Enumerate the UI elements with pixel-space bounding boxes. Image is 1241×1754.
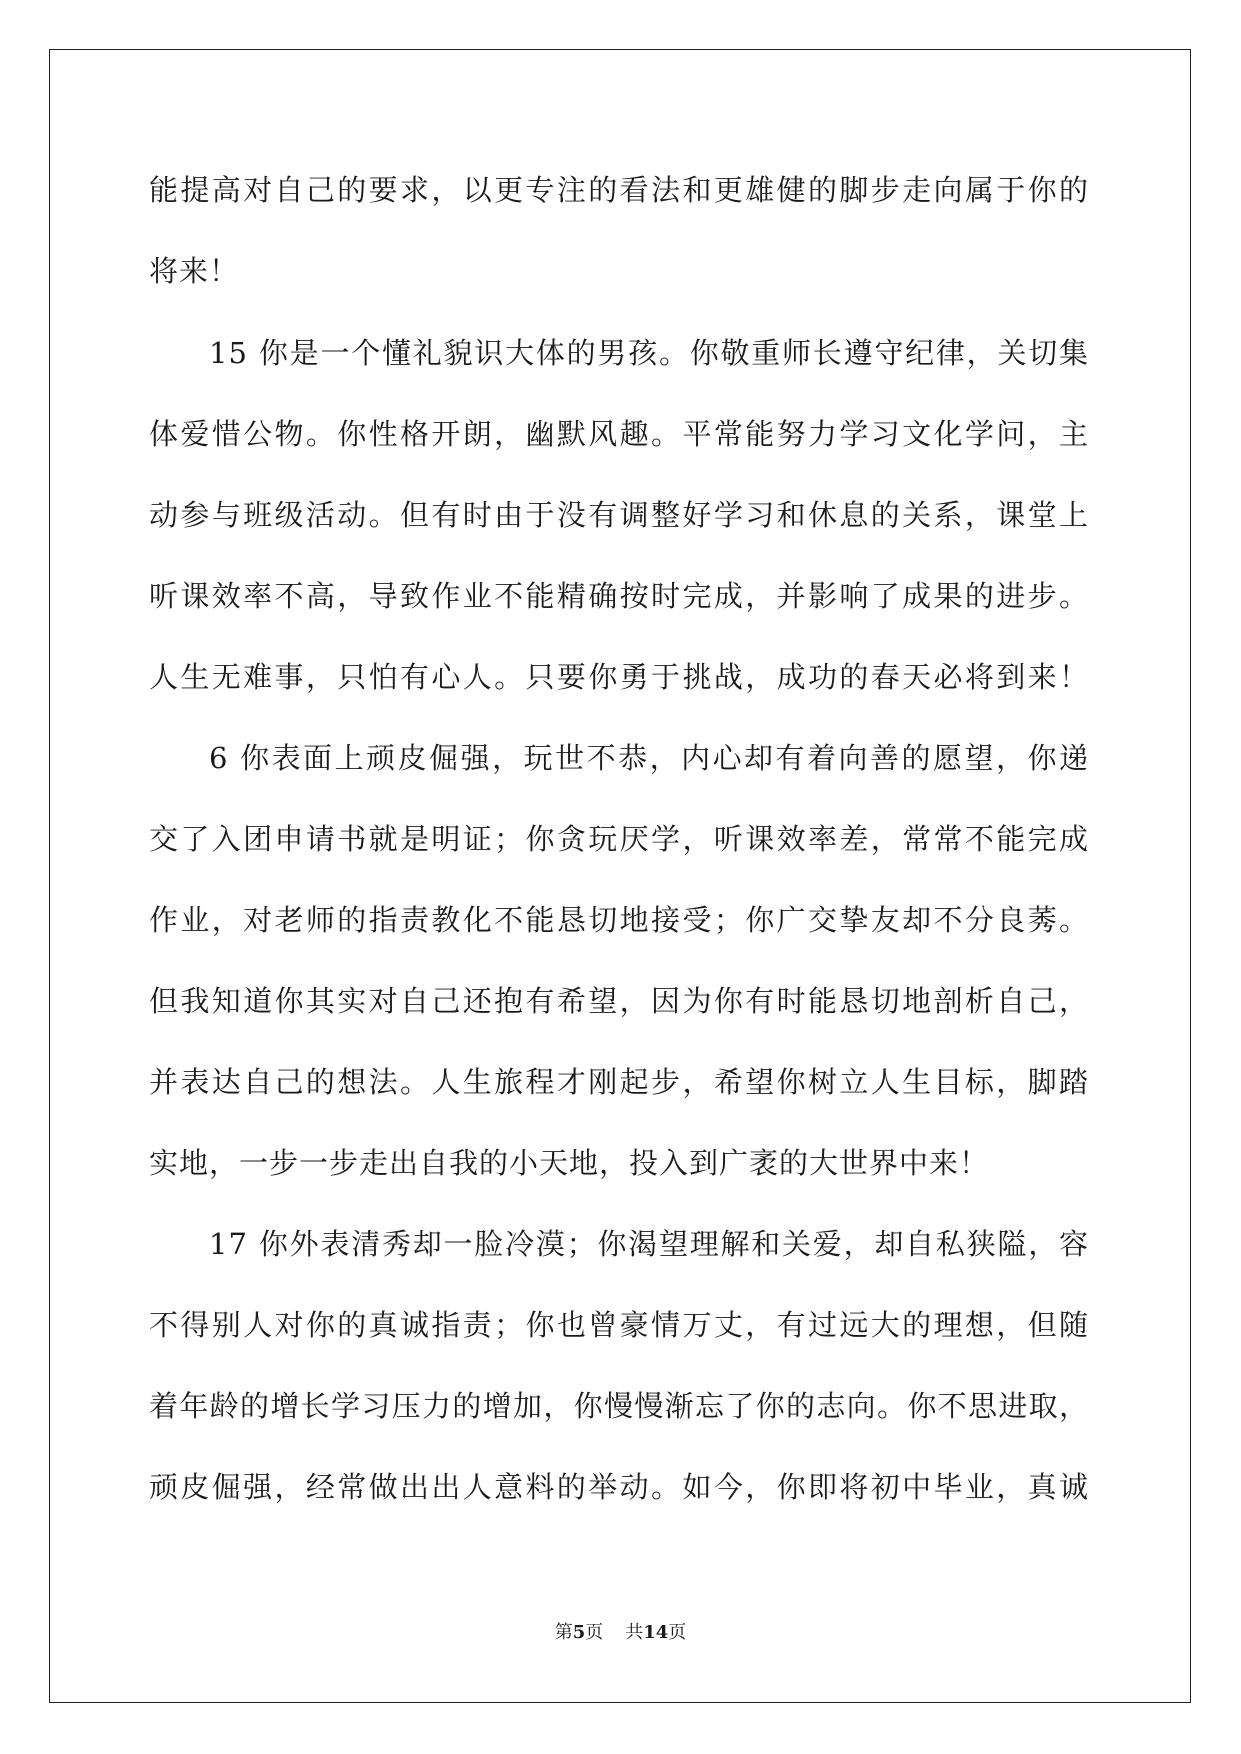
paragraph-17-line-4: 顽皮倔强，经常做出出人意料的举动。如今，你即将初中毕业，真诚 <box>149 1470 1089 1504</box>
paragraph-6-line-1: 6 你表面上顽皮倔强，玩世不恭，内心却有着向善的愿望，你递 <box>209 741 1089 775</box>
paragraph-15-line-5: 人生无难事，只怕有心人。只要你勇于挑战，成功的春天必将到来！ <box>149 660 1089 694</box>
page-number-label: 第5页 <box>554 1622 604 1643</box>
paragraph-17-line-3: 着年龄的增长学习压力的增加，你慢慢渐忘了你的志向。你不思进取， <box>149 1389 1089 1423</box>
paragraph-17-line-2: 不得别人对你的真诚指责；你也曾豪情万丈，有过远大的理想，但随 <box>149 1308 1089 1342</box>
body-line-2: 将来！ <box>149 254 240 288</box>
paragraph-6-line-6: 实地，一步一步走出自我的小天地，投入到广袤的大世界中来！ <box>149 1146 990 1180</box>
total-pages-label: 共14页 <box>625 1622 687 1643</box>
page-border <box>49 49 1191 1703</box>
paragraph-15-line-1: 15 你是一个懂礼貌识大体的男孩。你敬重师长遵守纪律，关切集 <box>209 336 1089 370</box>
paragraph-15-line-3: 动参与班级活动。但有时由于没有调整好学习和休息的关系，课堂上 <box>149 498 1089 532</box>
paragraph-17-line-1: 17 你外表清秀却一脸冷漠；你渴望理解和关爱，却自私狭隘，容 <box>209 1227 1089 1261</box>
paragraph-15-line-2: 体爱惜公物。你性格开朗，幽默风趣。平常能努力学习文化学问，主 <box>149 417 1089 451</box>
page-footer <box>0 1618 1241 1644</box>
body-line-1: 能提高对自己的要求，以更专注的看法和更雄健的脚步走向属于你的 <box>149 173 1089 207</box>
paragraph-6-line-2: 交了入团申请书就是明证；你贪玩厌学，听课效率差，常常不能完成 <box>149 822 1089 856</box>
paragraph-15-line-4: 听课效率不高，导致作业不能精确按时完成，并影响了成果的进步。 <box>149 579 1089 613</box>
paragraph-6-line-3: 作业，对老师的指责教化不能恳切地接受；你广交挚友却不分良莠。 <box>149 903 1089 937</box>
paragraph-6-line-4: 但我知道你其实对自己还抱有希望，因为你有时能恳切地剖析自己， <box>149 984 1089 1018</box>
paragraph-6-line-5: 并表达自己的想法。人生旅程才刚起步，希望你树立人生目标，脚踏 <box>149 1065 1089 1099</box>
